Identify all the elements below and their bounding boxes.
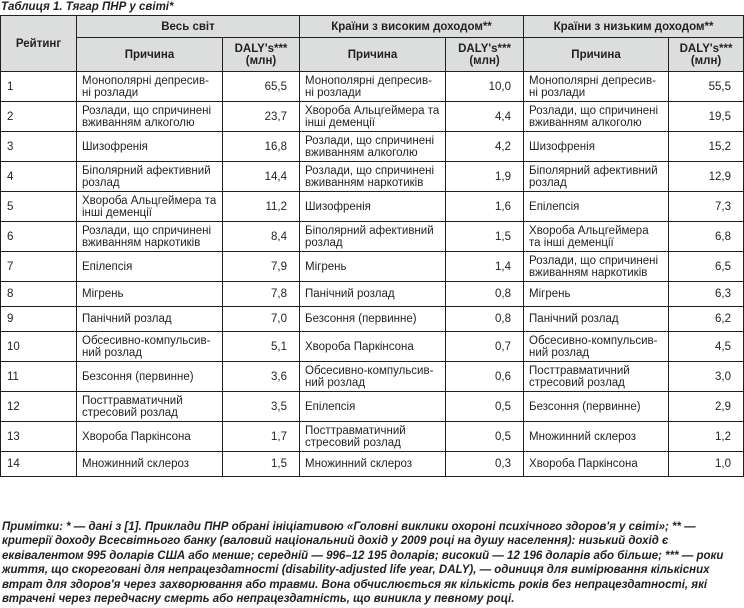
high-income-daly-cell: 0,6 <box>446 362 524 392</box>
rank-cell: 4 <box>1 162 77 192</box>
low-income-daly-cell: 15,2 <box>669 132 744 162</box>
low-income-daly-cell: 12,9 <box>669 162 744 192</box>
high-income-cause-cell: Хвороба Паркінсона <box>300 332 446 362</box>
burden-table <box>0 15 744 477</box>
table-row <box>1 192 744 222</box>
group-header-world: Весь світ <box>77 16 300 38</box>
high-income-cause-cell: Шизофренія <box>300 192 446 222</box>
world-cause-cell: Мігрень <box>77 282 223 307</box>
high-income-daly-cell: 0,7 <box>446 332 524 362</box>
daly-header <box>223 38 300 72</box>
low-income-daly-cell: 6,8 <box>669 222 744 252</box>
daly-header-label: DALY's*** <box>458 42 511 55</box>
rank-cell: 13 <box>1 422 77 452</box>
world-cause-cell: Множинний склероз <box>77 452 223 477</box>
rank-cell: 5 <box>1 192 77 222</box>
low-income-daly-cell: 3,0 <box>669 362 744 392</box>
low-income-cause-cell: Множинний склероз <box>524 422 669 452</box>
table-row <box>1 162 744 192</box>
high-income-daly-cell: 1,4 <box>446 252 524 282</box>
high-income-cause-cell: Обсесивно-компульсив- ний розлад <box>300 362 446 392</box>
high-income-cause-cell: Безсоння (первинне) <box>300 307 446 332</box>
table-row <box>1 332 744 362</box>
rank-cell: 10 <box>1 332 77 362</box>
daly-header <box>669 38 744 72</box>
world-cause-cell: Безсоння (первинне) <box>77 362 223 392</box>
daly-header <box>446 38 524 72</box>
world-daly-cell: 8,4 <box>223 222 300 252</box>
daly-header-unit: (млн) <box>690 54 722 67</box>
world-cause-cell: Розлади, що спричинені вживанням алкоголю <box>77 102 223 132</box>
rank-cell: 6 <box>1 222 77 252</box>
table-row <box>1 362 744 392</box>
high-income-cause-cell: Монополярні депресив- ні розлади <box>300 72 446 102</box>
header-row-columns <box>1 38 744 72</box>
high-income-cause-cell: Панічний розлад <box>300 282 446 307</box>
high-income-cause-cell: Множинний склероз <box>300 452 446 477</box>
world-cause-cell: Шизофренія <box>77 132 223 162</box>
world-cause-cell: Панічний розлад <box>77 307 223 332</box>
table-row <box>1 282 744 307</box>
header-row-groups <box>1 16 744 38</box>
table-notes: Примітки: * — дані з [1]. Приклади ПНР обрані ініціативою «Головні виклики охороні психічного здоров'я у світі»; ** — критерії доходу Всесвітнього банку (валовий національний дохід у 2009 році на душу населення): низький дохід є еквівалентом 995 доларів США або менше; середній — 996–12 195 доларів; високий — 12 196 доларів або більше; *** — роки життя, що скореговані для непрацездатності (disability-adjusted life year, DALY), — одиниця для вимірювання кількісних втрат для здоров'я через захворювання або травми. Вона обчислюється як кількість років без непрацездатності, які втрачені через передчасну смерть або непрацездатність, що виникла у певному році. <box>2 521 724 606</box>
high-income-daly-cell: 0,8 <box>446 307 524 332</box>
world-cause-cell: Хвороба Альцгеймера та інші деменції <box>77 192 223 222</box>
world-daly-cell: 5,1 <box>223 332 300 362</box>
high-income-cause-cell: Розлади, що спричинені вживанням алкоголю <box>300 132 446 162</box>
daly-header-label: DALY's*** <box>234 42 288 55</box>
low-income-daly-cell: 6,3 <box>669 282 744 307</box>
low-income-cause-cell: Епілепсія <box>524 192 669 222</box>
low-income-daly-cell: 7,3 <box>669 192 744 222</box>
low-income-daly-cell: 2,9 <box>669 392 744 422</box>
high-income-cause-cell: Мігрень <box>300 252 446 282</box>
world-daly-cell: 3,6 <box>223 362 300 392</box>
low-income-cause-cell: Хвороба Альцгеймера та інші деменції <box>524 222 669 252</box>
high-income-daly-cell: 4,4 <box>446 102 524 132</box>
cause-header: Причина <box>524 38 669 72</box>
world-cause-cell: Посттравматичний стресовий розлад <box>77 392 223 422</box>
world-daly-cell: 7,9 <box>223 252 300 282</box>
low-income-cause-cell: Безсоння (первинне) <box>524 392 669 422</box>
daly-header-label: DALY's*** <box>679 42 733 55</box>
rank-cell: 11 <box>1 362 77 392</box>
table-row <box>1 452 744 477</box>
daly-header-unit: (млн) <box>245 54 277 67</box>
high-income-cause-cell: Хвороба Альцгеймера та інші деменції <box>300 102 446 132</box>
rank-cell: 12 <box>1 392 77 422</box>
rank-cell: 1 <box>1 72 77 102</box>
low-income-cause-cell: Хвороба Паркінсона <box>524 452 669 477</box>
world-daly-cell: 3,5 <box>223 392 300 422</box>
high-income-cause-cell: Розлади, що спричинені вживанням наркотиків <box>300 162 446 192</box>
world-cause-cell: Монополярні депресив- ні розлади <box>77 72 223 102</box>
world-daly-cell: 1,7 <box>223 422 300 452</box>
world-daly-cell: 1,5 <box>223 452 300 477</box>
low-income-daly-cell: 1,2 <box>669 422 744 452</box>
daly-header-unit: (млн) <box>469 54 500 67</box>
world-cause-cell: Хвороба Паркінсона <box>77 422 223 452</box>
world-daly-cell: 16,8 <box>223 132 300 162</box>
table-row <box>1 102 744 132</box>
table-row <box>1 72 744 102</box>
rank-cell: 3 <box>1 132 77 162</box>
high-income-daly-cell: 1,6 <box>446 192 524 222</box>
low-income-daly-cell: 55,5 <box>669 72 744 102</box>
high-income-cause-cell: Епілепсія <box>300 392 446 422</box>
high-income-daly-cell: 10,0 <box>446 72 524 102</box>
group-header-high-income: Країни з високим доходом** <box>300 16 524 38</box>
high-income-daly-cell: 0,5 <box>446 422 524 452</box>
rank-cell: 8 <box>1 282 77 307</box>
rank-header: Рейтинг <box>1 16 77 72</box>
low-income-daly-cell: 1,0 <box>669 452 744 477</box>
world-cause-cell: Обсесивно-компульсив- ний розлад <box>77 332 223 362</box>
low-income-cause-cell: Розлади, що спричинені вживанням алкоголю <box>524 102 669 132</box>
low-income-daly-cell: 6,5 <box>669 252 744 282</box>
rank-cell: 9 <box>1 307 77 332</box>
table-row <box>1 392 744 422</box>
high-income-cause-cell: Посттравматичний стресовий розлад <box>300 422 446 452</box>
table-row <box>1 307 744 332</box>
world-cause-cell: Біполярний афективний розлад <box>77 162 223 192</box>
table-body <box>1 72 744 477</box>
low-income-daly-cell: 4,5 <box>669 332 744 362</box>
world-daly-cell: 7,0 <box>223 307 300 332</box>
world-cause-cell: Епілепсія <box>77 252 223 282</box>
low-income-cause-cell: Розлади, що спричинені вживанням наркотиків <box>524 252 669 282</box>
rank-cell: 2 <box>1 102 77 132</box>
low-income-cause-cell: Шизофренія <box>524 132 669 162</box>
low-income-daly-cell: 6,2 <box>669 307 744 332</box>
world-daly-cell: 65,5 <box>223 72 300 102</box>
high-income-cause-cell: Біполярний афективний розлад <box>300 222 446 252</box>
high-income-daly-cell: 1,5 <box>446 222 524 252</box>
table-row <box>1 222 744 252</box>
world-daly-cell: 14,4 <box>223 162 300 192</box>
low-income-cause-cell: Панічний розлад <box>524 307 669 332</box>
high-income-daly-cell: 0,8 <box>446 282 524 307</box>
table-caption: Таблиця 1. Тягар ПНР у світі* <box>1 1 174 13</box>
group-header-low-income: Країни з низьким доходом** <box>524 16 744 38</box>
low-income-cause-cell: Посттравматичний стресовий розлад <box>524 362 669 392</box>
low-income-cause-cell: Обсесивно-компульсив- ний розлад <box>524 332 669 362</box>
rank-cell: 14 <box>1 452 77 477</box>
high-income-daly-cell: 4,2 <box>446 132 524 162</box>
world-daly-cell: 11,2 <box>223 192 300 222</box>
low-income-cause-cell: Мігрень <box>524 282 669 307</box>
cause-header: Причина <box>77 38 223 72</box>
world-cause-cell: Розлади, що спричинені вживанням наркотиків <box>77 222 223 252</box>
low-income-daly-cell: 19,5 <box>669 102 744 132</box>
low-income-cause-cell: Біполярний афективний розлад <box>524 162 669 192</box>
cause-header: Причина <box>300 38 446 72</box>
table-row <box>1 132 744 162</box>
high-income-daly-cell: 1,9 <box>446 162 524 192</box>
high-income-daly-cell: 0,5 <box>446 392 524 422</box>
world-daly-cell: 7,8 <box>223 282 300 307</box>
world-daly-cell: 23,7 <box>223 102 300 132</box>
table-row <box>1 422 744 452</box>
low-income-cause-cell: Монополярні депресив- ні розлади <box>524 72 669 102</box>
table-row <box>1 252 744 282</box>
rank-cell: 7 <box>1 252 77 282</box>
high-income-daly-cell: 0,3 <box>446 452 524 477</box>
